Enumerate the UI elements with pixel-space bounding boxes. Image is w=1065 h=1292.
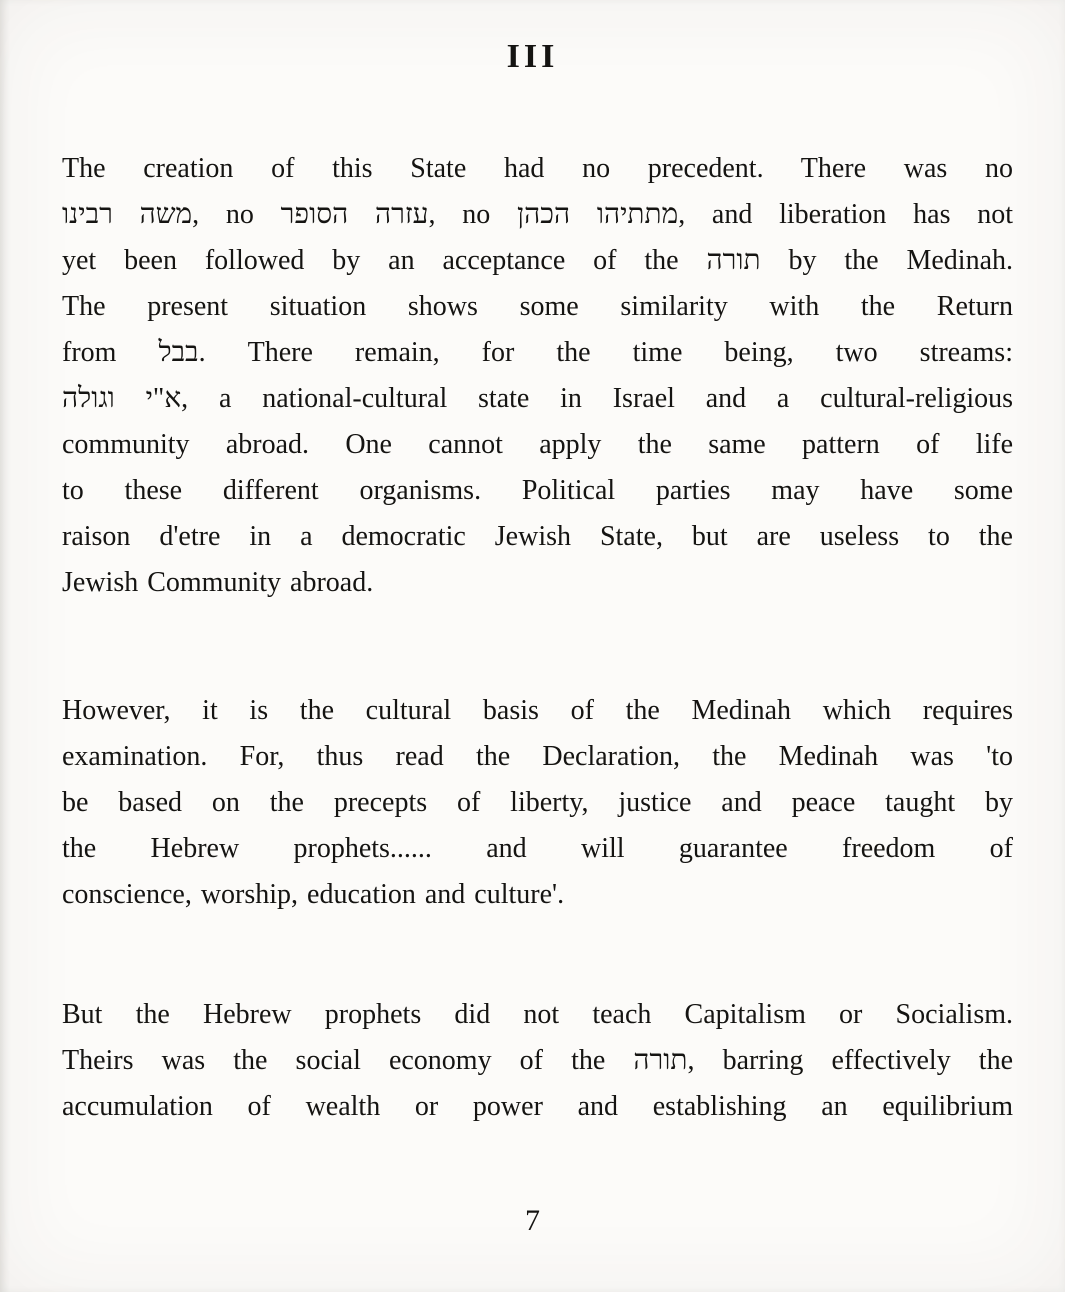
text-line: Jewish Community abroad. (62, 567, 374, 598)
text-line: community abroad. One cannot apply the same pattern of life (62, 429, 1013, 460)
page-number: 7 (525, 1204, 540, 1237)
text-line: משה רבינו, no עזרה הסופר, no מתתיהו הכהן, and liberation has not (62, 199, 1014, 230)
text-line: The creation of this State had no precedent. There was no (62, 153, 1013, 184)
text-line: from בבל. There remain, for the time being, two streams: (62, 337, 1013, 368)
paragraph-state-creation (62, 146, 1013, 606)
text-line: be based on the precepts of liberty, justice and peace taught by (62, 787, 1013, 818)
text-line: the Hebrew prophets...... and will guarantee freedom of (62, 833, 1013, 864)
chapter-heading: III (506, 38, 559, 75)
text-line: accumulation of wealth or power and establishing an equilibrium (62, 1091, 1013, 1122)
text-line: Theirs was the social economy of the תורה, barring effectively the (62, 1045, 1013, 1076)
scan-edge-shading (0, 0, 10, 1292)
text-line: to these different organisms. Political parties may have some (62, 475, 1013, 506)
paragraph-hebrew-prophets (62, 992, 1013, 1130)
text-line: But the Hebrew prophets did not teach Capitalism or Socialism. (62, 999, 1013, 1030)
text-line: The present situation shows some similarity with the Return (62, 291, 1013, 322)
text-line: examination. For, thus read the Declaration, the Medinah was 'to (62, 741, 1013, 772)
text-line: conscience, worship, education and culture'. (62, 879, 565, 910)
text-line: yet been followed by an acceptance of the תורה by the Medinah. (62, 245, 1013, 276)
paragraph-cultural-basis (62, 688, 1013, 918)
text-line: However, it is the cultural basis of the Medinah which requires (62, 695, 1013, 726)
text-line: א"י וגולה, a national-cultural state in Israel and a cultural-religious (62, 383, 1013, 414)
text-line: raison d'etre in a democratic Jewish State, but are useless to the (62, 521, 1013, 552)
